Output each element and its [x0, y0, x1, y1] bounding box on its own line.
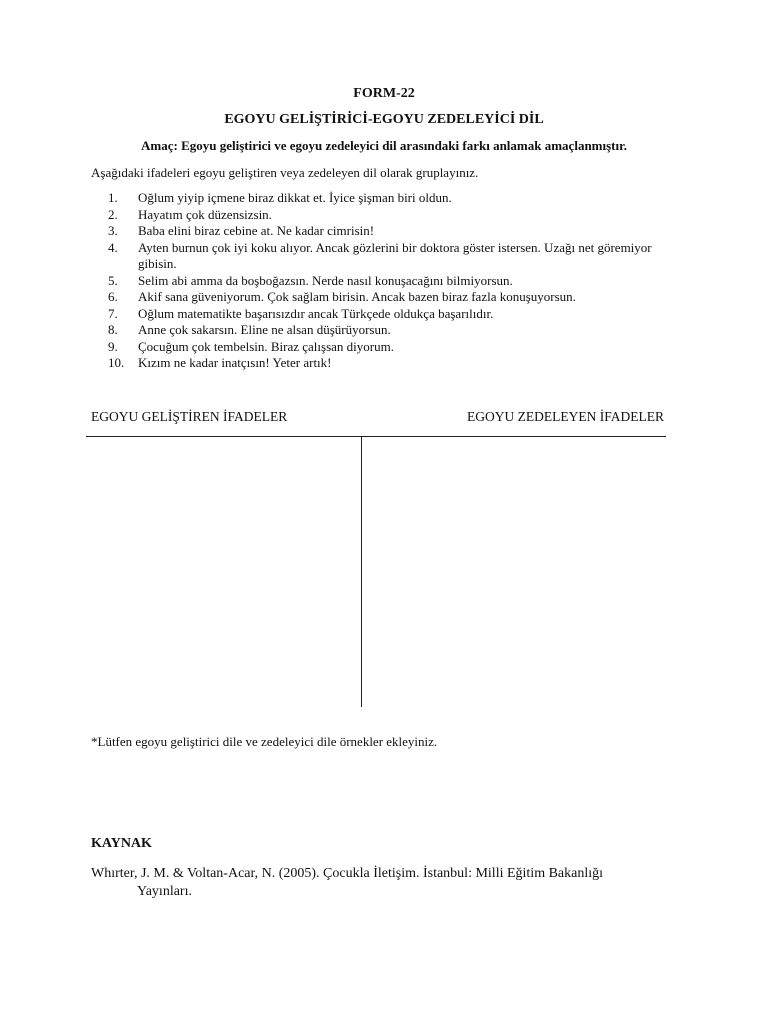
item-text: Baba elini biraz cebine at. Ne kadar cimrisin!: [138, 223, 375, 238]
item-text: Kızım ne kadar inatçısın! Yeter artık!: [138, 355, 332, 370]
statement-list: [108, 190, 668, 372]
list-item: [108, 339, 668, 356]
item-text: Akif sana güveniyorum. Çok sağlam birisin. Ancak bazen biraz fazla konuşuyorsun.: [138, 289, 576, 304]
item-text: Oğlum matematikte başarısızdır ancak Türkçede oldukça başarılıdır.: [138, 305, 494, 321]
item-text: Ayten burnun çok iyi koku alıyor. Ancak gözlerini bir doktora göster istersen. Uzağı net göremiyor gibisin.: [138, 239, 652, 271]
item-number: 5.: [108, 272, 118, 288]
item-number: 1.: [108, 190, 118, 205]
item-text: Anne çok sakarsın. Eline ne alsan düşürüyorsun.: [138, 322, 391, 337]
item-number: 2.: [108, 206, 118, 222]
list-item: [108, 240, 668, 273]
list-item: [108, 223, 668, 240]
item-text: Hayatım çok düzensizsin.: [138, 206, 272, 222]
item-text: Selim abi amma da boşboğazsın. Nerde nasıl konuşacağını bilmiyorsun.: [138, 272, 513, 288]
list-item: [108, 289, 668, 306]
source-heading: KAYNAK: [91, 836, 152, 851]
item-number: 3.: [108, 223, 118, 238]
item-number: 10.: [108, 355, 125, 370]
item-text: Oğlum yiyip içmene biraz dikkat et. İyice şişman biri oldun.: [138, 190, 452, 205]
item-number: 9.: [108, 338, 118, 354]
list-item: [108, 273, 668, 290]
footnote: *Lütfen egoyu geliştirici dile ve zedeleyici dile örnekler ekleyiniz.: [91, 734, 438, 749]
item-text: Çocuğum çok tembelsin. Biraz çalışsan diyorum.: [138, 338, 394, 354]
table-vertical-rule: [361, 437, 362, 707]
list-item: [108, 355, 668, 372]
reference-line-1: Whırter, J. M. & Voltan-Acar, N. (2005). Çocukla İletişim. İstanbul: Milli Eğitim Bakanlığı: [91, 866, 604, 881]
item-number: 7.: [108, 305, 118, 321]
reference-line-2: Yayınları.: [137, 884, 192, 899]
item-number: 4.: [108, 239, 118, 255]
table-horizontal-rule: [86, 436, 666, 437]
column-header-enhancing: EGOYU GELİŞTİREN İFADELER: [91, 409, 288, 424]
instruction-text: Aşağıdaki ifadeleri egoyu geliştiren veya zedeleyen dil olarak gruplayınız.: [91, 165, 479, 180]
page-title: EGOYU GELİŞTİRİCİ-EGOYU ZEDELEYİCİ DİL: [224, 112, 544, 127]
source-reference: [91, 865, 681, 901]
list-item: [108, 306, 668, 323]
list-item: [108, 207, 668, 224]
item-number: 6.: [108, 289, 118, 304]
item-number: 8.: [108, 322, 118, 337]
list-item: [108, 190, 668, 207]
list-item: [108, 322, 668, 339]
column-header-damaging: EGOYU ZEDELEYEN İFADELER: [467, 409, 664, 424]
aim-statement: Amaç: Egoyu geliştirici ve egoyu zedeleyici dil arasındaki farkı anlamak amaçlanmıştır.: [141, 138, 627, 153]
form-number: FORM-22: [353, 86, 415, 101]
